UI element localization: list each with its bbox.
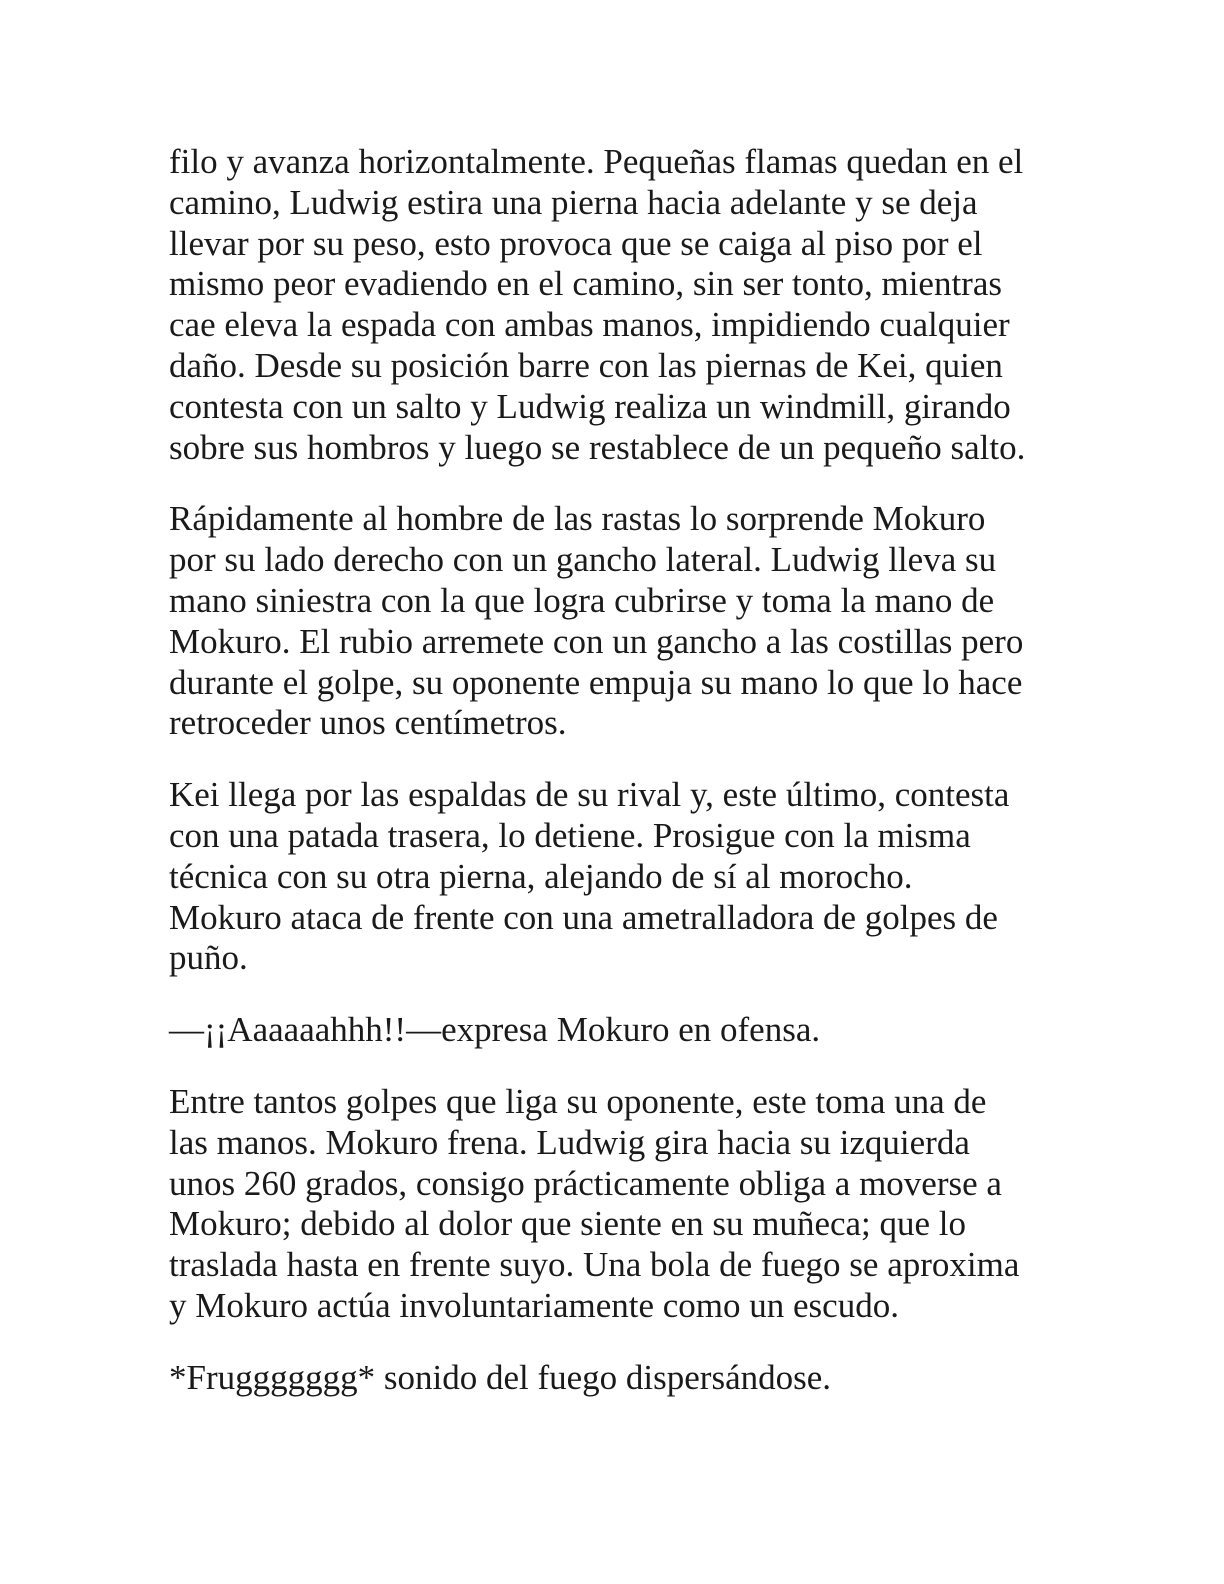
- text-line: técnica con su otra pierna, alejando de sí al morocho.: [169, 856, 913, 896]
- text-line: *Fruggggggg* sonido del fuego dispersándose.: [169, 1357, 832, 1397]
- text-line: durante el golpe, su oponente empuja su mano lo que lo hace: [169, 662, 1023, 702]
- text-line: Mokuro; debido al dolor que siente en su muñeca; que lo: [169, 1204, 967, 1244]
- text-line: traslada hasta en frente suyo. Una bola de fuego se aproxima: [169, 1245, 1020, 1285]
- paragraph-1: [169, 142, 1049, 468]
- text-line: Kei llega por las espaldas de su rival y, este último, contesta: [169, 775, 1010, 815]
- text-line: mano siniestra con la que logra cubrirse y toma la mano de: [169, 580, 995, 620]
- text-line: camino, Ludwig estira una pierna hacia adelante y se deja: [169, 182, 978, 222]
- text-line: —¡¡Aaaaaahhh!!—expresa Mokuro en ofensa.: [169, 1010, 821, 1050]
- text-line: las manos. Mokuro frena. Ludwig gira hacia su izquierda: [169, 1122, 970, 1162]
- text-line: Mokuro. El rubio arremete con un gancho a las costillas pero: [169, 621, 1024, 661]
- text-line: Rápidamente al hombre de las rastas lo sorprende Mokuro: [169, 499, 986, 539]
- text-line: mismo peor evadiendo en el camino, sin ser tonto, mientras: [169, 264, 1002, 304]
- text-line: por su lado derecho con un gancho lateral. Ludwig lleva su: [169, 540, 997, 580]
- text-line: puño.: [169, 938, 248, 978]
- text-line: retroceder unos centímetros.: [169, 703, 567, 743]
- paragraph-6-sound-effect: [169, 1358, 1049, 1399]
- text-line: unos 260 grados, consigo prácticamente obliga a moverse a: [169, 1163, 1002, 1203]
- text-line: con una patada trasera, lo detiene. Prosigue con la misma: [169, 815, 971, 855]
- paragraph-4-dialogue: [169, 1010, 1049, 1051]
- text-line: Mokuro ataca de frente con una ametralladora de golpes de: [169, 897, 998, 937]
- text-line: contesta con un salto y Ludwig realiza un windmill, girando: [169, 386, 1011, 426]
- paragraph-2: [169, 499, 1049, 744]
- paragraph-5: [169, 1082, 1049, 1327]
- text-line: filo y avanza horizontalmente. Pequeñas flamas quedan en el: [169, 142, 1024, 181]
- text-line: daño. Desde su posición barre con las piernas de Kei, quien: [169, 345, 1003, 385]
- text-line: sobre sus hombros y luego se restablece de un pequeño salto.: [169, 427, 1026, 467]
- text-line: y Mokuro actúa involuntariamente como un escudo.: [169, 1285, 899, 1325]
- text-line: Entre tantos golpes que liga su oponente, este toma una de: [169, 1081, 987, 1121]
- body-text: [169, 142, 1049, 1430]
- text-line: cae eleva la espada con ambas manos, impidiendo cualquier: [169, 305, 1010, 345]
- text-line: llevar por su peso, esto provoca que se caiga al piso por el: [169, 223, 983, 263]
- paragraph-3: [169, 775, 1049, 979]
